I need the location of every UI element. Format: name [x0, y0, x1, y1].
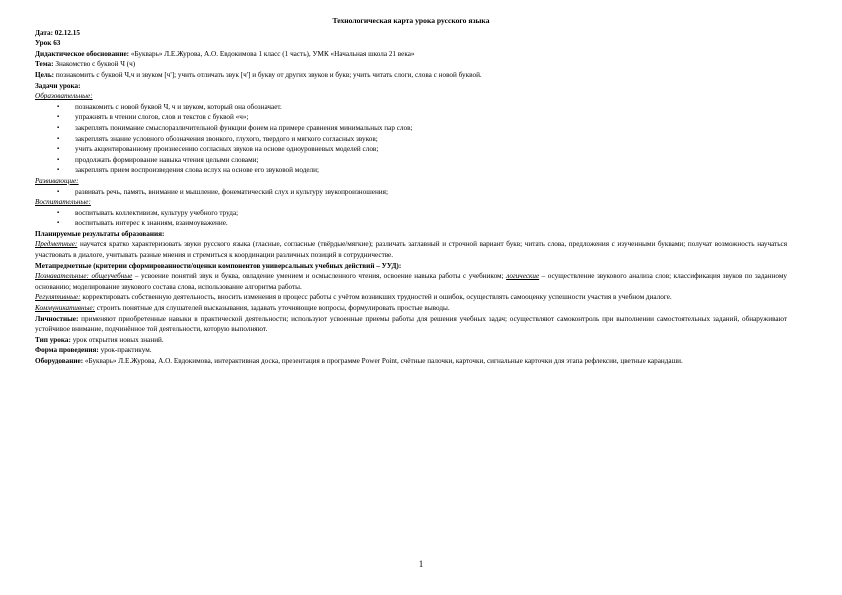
goal-value: познакомить с буквой Ч,ч и звуком [ч']; учить отличать звук [ч'] и букву от других звуков и букв; учить читать слоги, слова с новой буквой. [55, 70, 482, 79]
personal-label: Личностные: [35, 314, 79, 323]
form-value: урок-практикум. [98, 346, 152, 355]
page-number: 1 [418, 559, 424, 569]
list-item: ▪ закреплять понимание смыслоразличительной функции фонем на примере сравнения минимальных пар слов; [35, 123, 787, 134]
list-item: ▪ воспитывать интерес к знаниям, взаимоуважение. [35, 218, 787, 229]
list-item: ▪ развивать речь, память, внимание и мышление, фонематический слух и культуру звукопроизношения; [35, 187, 787, 198]
communicative-label: Коммуникативные: [35, 304, 96, 313]
regulative-label: Регулятивные: [35, 293, 81, 302]
logic-label: логические [506, 272, 540, 281]
form-line [35, 345, 787, 356]
tasks-heading: Задачи урока: [35, 81, 81, 90]
cognitive-results [35, 271, 787, 292]
list-item: ▪ учить акцентированному произнесению согласных звуков на основе одноуровневых моделей слов; [35, 144, 787, 155]
list-item: ▪ закреплять прием воспроизведения слова вслух на основе его звуковой модели; [35, 165, 787, 176]
upbringing-heading: Воспитательные: [35, 198, 91, 207]
subject-label: Предметные: [35, 240, 78, 249]
personal-text: применяют приобретенные навыки в практической деятельности; используют усвоенные приемы работы для решения учебных задач; осуществляют самоконтроль при выполнении самостоятельных заданий, обнаруживают устойчивое внимание, подчинённое той деятельности, которую выполняют. [35, 314, 787, 334]
developing-list [35, 187, 787, 198]
document-page [35, 16, 787, 367]
meta-heading: Метапредметные (критерии сформированности/оценки компонентов универсальных учебных действий – УУД): [35, 261, 402, 270]
upbringing-list [35, 208, 787, 229]
didactic-label: Дидактическое обоснование: [35, 49, 130, 58]
list-item: ▪ познакомить с новой буквой Ч, ч и звуком, который она обозначает. [35, 102, 787, 113]
topic-value: Знакомство с буквой Ч (ч) [55, 60, 136, 69]
subject-results [35, 239, 787, 260]
logic-text: – осуществление звукового анализа слов; классификация звуков по заданному основанию; моделирование звукового состава слова, использование алгоритма работы. [35, 272, 788, 291]
equipment-label: Оборудование: [35, 357, 84, 365]
regulative-text: корректировать собственную деятельность, вносить изменения в процесс работы с учётом возникших трудностей и ошибок, осуществлять самооценку успешности участия в учебном диалоге. [80, 293, 672, 302]
equipment-line [35, 356, 787, 367]
didactic-value: «Букварь» Л.Е.Журова, А.О. Евдокимова 1 класс (1 часть), УМК «Начальная школа 21 века» [130, 49, 415, 58]
list-item: ▪ воспитывать коллективизм, культуру учебного труда; [35, 208, 787, 219]
equipment-value: «Букварь» Л.Е.Журова, А.О. Евдокимова, интерактивная доска, презентация в программе Power Point, счётные палочки, карточки, сигнальные карточки для этапа рефлексии, цветные карандаши. [83, 357, 683, 365]
form-label: Форма проведения: [35, 346, 99, 355]
date-value: 02.12.15 [54, 28, 80, 37]
goal-line [35, 70, 787, 81]
lesson-type-value: урок открытия новых знаний. [70, 335, 164, 344]
topic-label: Тема: [35, 60, 54, 69]
list-item: ▪ закреплять знание условного обозначения звонкого, глухого, твердого и мягкого согласных звуков; [35, 134, 787, 145]
list-item: ▪ упражнять в чтении слогов, слов и текстов с буквой «ч»; [35, 112, 787, 123]
topic-line [35, 59, 787, 70]
document-title: Технологическая карта урока русского языка [332, 16, 490, 25]
lesson-type-label: Тип урока: [35, 335, 71, 344]
communicative-results [35, 303, 787, 314]
regulative-results [35, 292, 787, 303]
list-item: ▪ продолжать формирование навыка чтения целыми словами; [35, 155, 787, 166]
lesson-type-line [35, 335, 787, 346]
developing-heading: Развивающие: [35, 176, 79, 185]
results-heading: Планируемые результаты образования: [35, 229, 165, 238]
cognitive-text: – усвоение понятий звук и буква, овладение умением и осмысленного чтения, освоение навыка работы с учебником; [132, 272, 504, 281]
didactic-line [35, 49, 787, 60]
date-line [35, 28, 787, 39]
lesson-number: Урок 63 [35, 39, 61, 48]
date-label: Дата: [35, 28, 53, 37]
subject-text: научатся кратко характеризовать звуки русского языка (гласные, согласные (твёрдые/мягкие); различать заглавный и строчной вариант букв; читать слова, предложения с изученными буквами; получат возможность научаться участвовать в диалоге, учитывать разные мнения и стремиться к координации различных позиций в сотрудничестве. [35, 240, 787, 260]
personal-results [35, 314, 787, 335]
goal-label: Цель: [35, 70, 55, 79]
educational-heading: Образовательные: [35, 92, 93, 101]
cognitive-label: Познавательные: общеучебные [35, 272, 133, 281]
educational-list [35, 102, 787, 176]
communicative-text: строить понятные для слушателей высказывания, задавать уточняющие вопросы, формулировать простые выводы. [95, 304, 450, 313]
